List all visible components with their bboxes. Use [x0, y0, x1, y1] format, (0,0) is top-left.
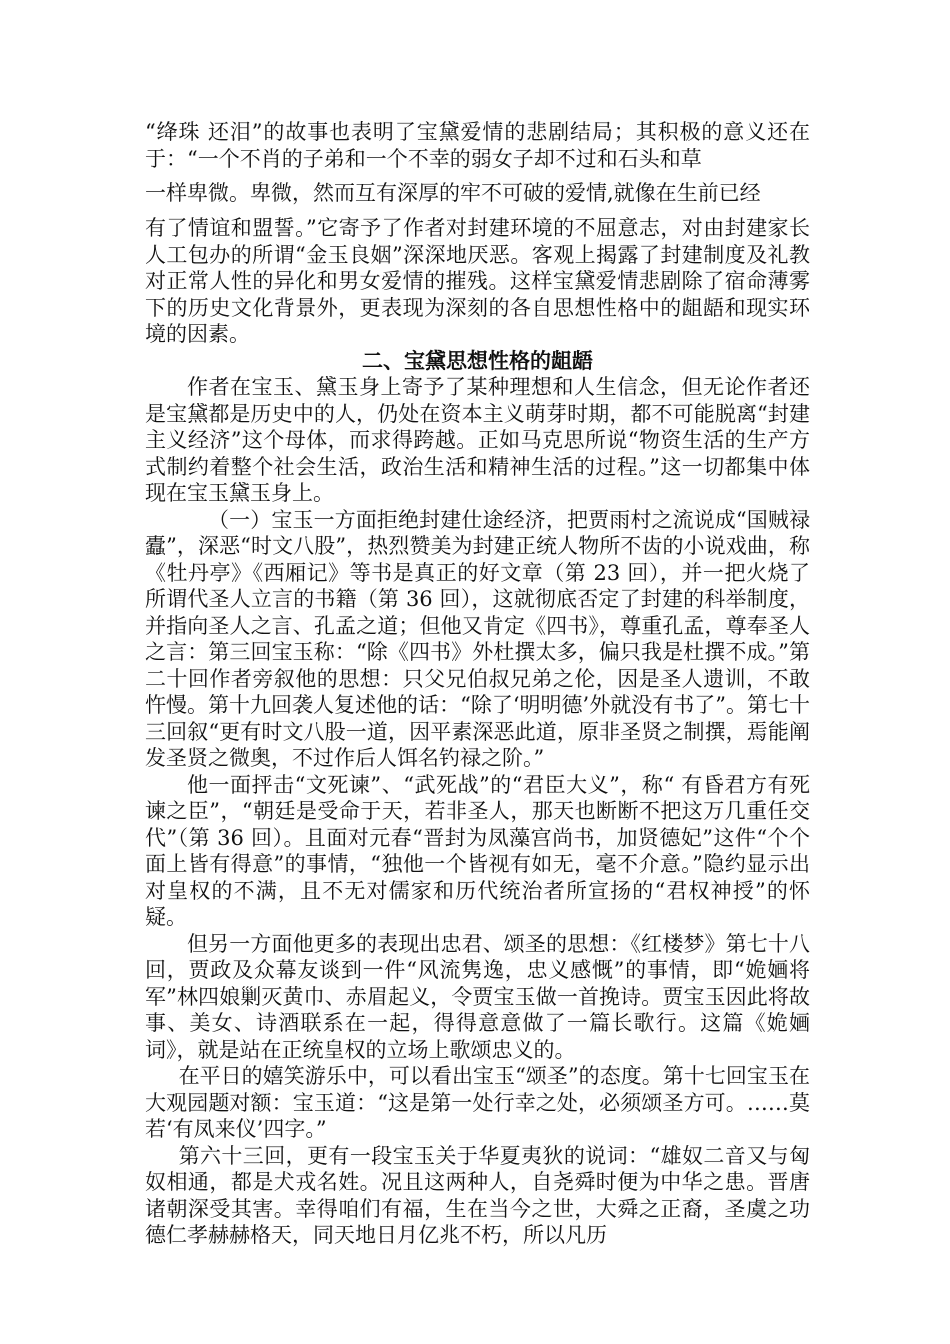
paragraph-continued-c: 有了情谊和盟誓。”它寄予了作者对封建环境的不屈意志，对由封建家长人工包办的所谓“金玉良姻”深深地厌恶。客观上揭露了封建制度及礼教对正常人性的异化和男女爱情的摧残。这样宝黛爱情悲剧除了宿命薄雾下的历史文化背景外，更表现为深刻的各自思想性格中的龃龉和现实环境的因素。: [145, 216, 810, 346]
paragraph-5: 在平日的嬉笑游乐中，可以看出宝玉“颂圣”的态度。第十七回宝玉在大观园题对额：宝玉道：“这是第一处行幸之处，必须颂圣方可。……莫若‘有凤来仪’四字。”: [145, 1064, 810, 1141]
paragraph-continued-b: 一样卑微。卑微，然而互有深厚的牢不可破的爱情,就像在生前已经: [145, 181, 761, 205]
section-heading: 二、宝黛思想性格的龃龉: [362, 347, 593, 373]
document-page: [145, 119, 810, 1249]
paragraph-3: 他一面抨击“文死谏”、“武死战”的“君臣大义”，称“ 有昏君方有死谏之臣”，“朝廷是受命于天，若非圣人，那天也断断不把这万几重任交代”（第 36 回）。且面对元春“晋封为凤藻宫尚书，加贤德妃”这件“个个面上皆有得意”的事情，“独他一个皆视有如无，毫不介意。”隐约显示出对皇权的不满，且不无对儒家和历代统治者所宣扬的“君权神授”的怀疑。: [145, 772, 810, 929]
paragraph-continued-a: “绛珠 还泪”的故事也表明了宝黛爱情的悲剧结局；其积极的意义还在于：“一个不肖的子弟和一个不幸的弱女子却不过和石头和草: [145, 120, 810, 171]
paragraph-6: 第六十三回，更有一段宝玉关于华夏夷狄的说词：“雄奴二音又与匈奴相通，都是犬戎名姓。况且这两种人，自尧舜时便为中华之患。晋唐诸朝深受其害。幸得咱们有福，生在当今之世，大舜之正裔，圣虞之功德仁孝赫赫格天，同天地日月亿兆不朽，所以凡历: [145, 1143, 810, 1247]
paragraph-1: 作者在宝玉、黛玉身上寄予了某种理想和人生信念，但无论作者还是宝黛都是历史中的人，仍处在资本主义萌芽时期，都不可能脱离“封建主义经济”这个母体，而求得跨越。正如马克思所说“物资生活的生产方式制约着整个社会生活，政治生活和精神生活的过程。”这一切都集中体现在宝玉黛玉身上。: [145, 375, 810, 505]
paragraph-2: （一）宝玉一方面拒绝封建仕途经济，把贾雨村之流说成“国贼禄蠹”，深恶“时文八股”，热烈赞美为封建正统人物所不齿的小说戏曲，称《牡丹亭》《西厢记》等书是真正的好文章（第 23 回），并一把火烧了所谓代圣人立言的书籍（第 36 回），这就彻底否定了封建的科举制度，并指向圣人之言、孔孟之道；但他又肯定《四书》，尊重孔孟，尊奉圣人之言：第三回宝玉称：“除《四书》外杜撰太多，偏只我是杜撰不成。”第二十回作者旁叙他的思想：只父兄伯叔兄弟之伦，因是圣人遗训，不敢忤慢。第十九回袭人复述他的话：“除了‘明明德’外就没有书了”。第七十三回叙“更有时文八股一道，因平素深恶此道，原非圣贤之制撰，焉能阐发圣贤之微奥，不过作后人饵名钓禄之阶。”: [145, 507, 810, 770]
paragraph-4: 但另一方面他更多的表现出忠君、颂圣的思想：《红楼梦》第七十八回，贾政及众幕友谈到一件“风流隽逸，忠义感慨”的事情，即“姽婳将军”林四娘剿灭黄巾、赤眉起义，令贾宝玉做一首挽诗。贾宝玉因此将故事、美女、诗酒联系在一起，得得意意做了一篇长歌行。这篇《姽婳词》，就是站在正统皇权的立场上歌颂忠义的。: [145, 931, 810, 1062]
